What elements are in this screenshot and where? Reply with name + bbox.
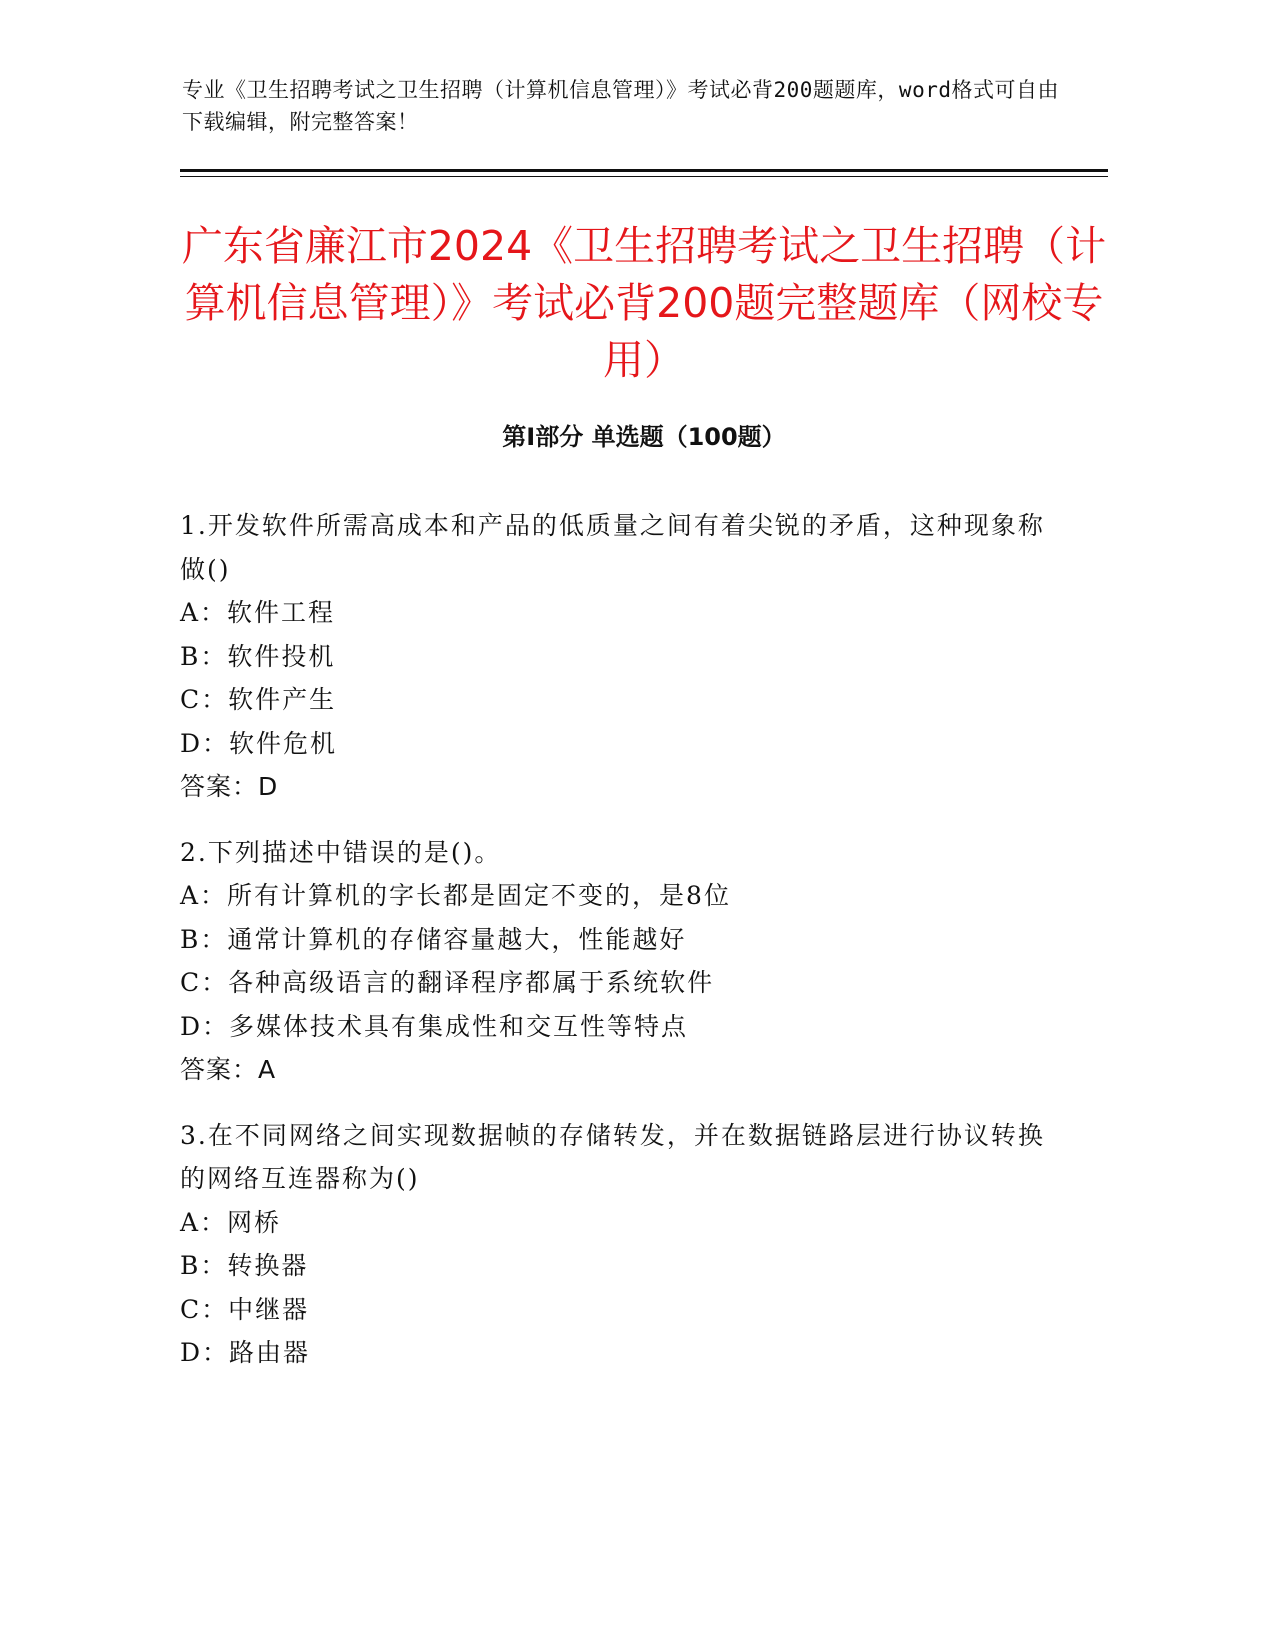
option-a: A：网桥 bbox=[180, 1207, 282, 1237]
question-stem: 3.在不同网络之间实现数据帧的存储转发，并在数据链路层进行协议转换的网络互连器称为() bbox=[180, 1120, 1045, 1193]
header-divider-thin bbox=[180, 176, 1108, 177]
question-3 bbox=[180, 1114, 1060, 1375]
question-2 bbox=[180, 831, 1060, 1092]
option-b: B：通常计算机的存储容量越大，性能越好 bbox=[180, 924, 687, 954]
option-a: A：所有计算机的字长都是固定不变的，是8位 bbox=[180, 881, 731, 910]
option-c: C：中继器 bbox=[180, 1294, 310, 1324]
section-title: 第Ⅰ部分 单选题（100题） bbox=[502, 423, 786, 451]
option-c: C：各种高级语言的翻译程序都属于系统软件 bbox=[180, 968, 715, 997]
header-divider-thick bbox=[180, 169, 1108, 172]
option-d: D：软件危机 bbox=[180, 728, 338, 758]
question-list bbox=[180, 504, 1060, 1397]
question-stem: 1.开发软件所需高成本和产品的低质量之间有着尖锐的矛盾，这种现象称做() bbox=[180, 511, 1045, 584]
option-d: D：路由器 bbox=[180, 1338, 311, 1367]
option-a: A：软件工程 bbox=[180, 598, 336, 627]
option-c: C：软件产生 bbox=[180, 685, 337, 714]
answer: 答案：A bbox=[180, 1055, 277, 1084]
option-d: D：多媒体技术具有集成性和交互性等特点 bbox=[180, 1011, 689, 1041]
question-stem: 2.下列描述中错误的是()。 bbox=[180, 837, 502, 867]
header-note: 专业《卫生招聘考试之卫生招聘（计算机信息管理）》考试必背200题题库，word格式可自由下载编辑，附完整答案！ bbox=[182, 78, 1059, 134]
answer: 答案：D bbox=[180, 772, 279, 801]
document-title: 广东省廉江市2024《卫生招聘考试之卫生招聘（计算机信息管理）》考试必背200题完整题库（网校专用） bbox=[181, 222, 1107, 384]
option-b: B：转换器 bbox=[180, 1251, 309, 1280]
option-b: B：软件投机 bbox=[180, 641, 336, 671]
question-1 bbox=[180, 504, 1060, 809]
